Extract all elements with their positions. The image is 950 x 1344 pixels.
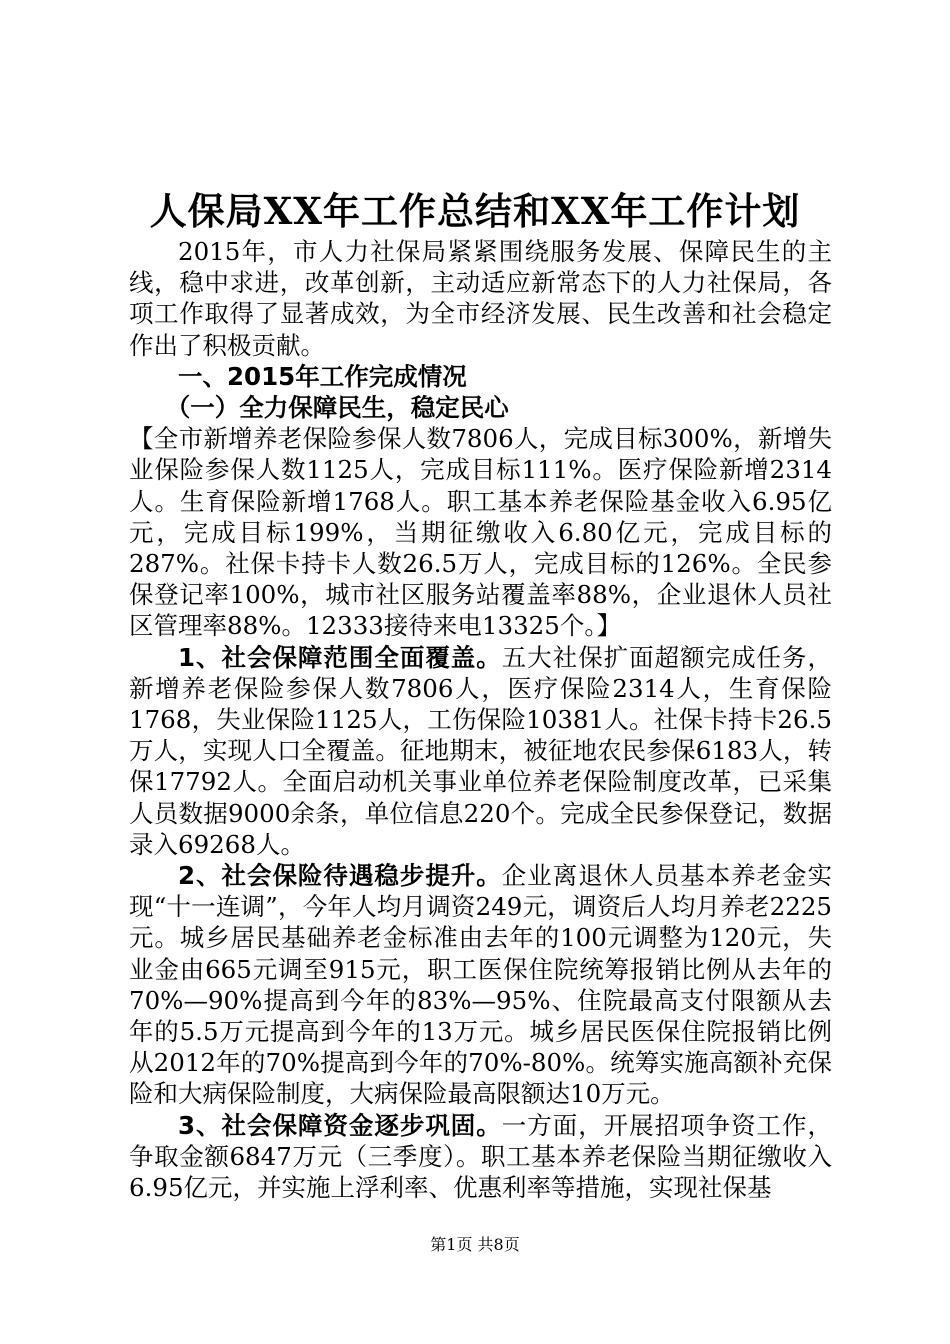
intro-paragraph: 2015年，市人力社保局紧紧围绕服务发展、保障民生的主线，稳中求进，改革创新，主动适应新常态下的人力社保局，各项工作取得了显著成效，为全市经济发展、民生改善和社会稳定作出了积极贡献。 [129,237,832,360]
summary-paragraph: 【全市新增养老保险参保人数7806人，完成目标300%，新增失业保险参保人数1125人，完成目标111%。医疗保险新增2314人。生育保险新增1768人。职工基本养老保险基金收入6.95亿元，完成目标199%，当期征缴收入6.80亿元，完成目标的287%。社保卡持卡人数26.5万人，完成目标的126%。全民参保登记率100%，城市社区服务站覆盖率88%，企业退休人员社区管理率88%。12333接待来电13325个。】 [129,424,832,641]
document-body [129,236,832,1203]
item-paragraph-2 [129,860,832,1110]
item-lead-1: 1、社会保障范围全面覆盖。 [178,642,502,672]
item-paragraph-1 [129,642,832,860]
section-heading: 一、2015年工作完成情况 [178,361,467,391]
item-text-1: 五大社保扩面超额完成任务，新增养老保险参保人数7806人，医疗保险2314人，生育保险1768，失业保险1125人，工伤保险10381人。社保卡持卡26.5万人，实现人口全覆盖。征地期末，被征地农民参保6183人，转保17792人。全面启动机关事业单位养老保险制度改革，已采集人员数据9000余条，单位信息220个。完成全民参保登记，数据录入69268人。 [129,642,833,859]
page-number-footer: 第1页 共8页 [430,1235,520,1254]
item-paragraph-3 [129,1110,832,1204]
item-lead-3: 3、社会保障资金逐步巩固。 [178,1110,502,1140]
item-text-2: 企业离退休人员基本养老金实现“十一连调”，今年人均月调资249元，调资后人均月养老2225元。城乡居民基础养老金标准由去年的100元调整为120元，失业金由665元调至915元，职工医保住院统筹报销比例从去年的70%—90%提高到今年的83%—95%、住院最高支付限额从去年的5.5万元提高到今年的13万元。城乡居民医保住院报销比例从2012年的70%提高到今年的70%-80%。统筹实施高额补充保险和大病保险制度，大病保险最高限额达10万元。 [129,861,833,1109]
item-text-3: 一方面，开展招项争资工作，争取金额6847万元（三季度）。职工基本养老保险当期征缴收入6.95亿元，并实施上浮利率、优惠利率等措施，实现社保基 [129,1110,833,1203]
item-lead-2: 2、社会保险待遇稳步提升。 [178,861,502,891]
subsection-heading: （一）全力保障民生，稳定民心 [165,393,509,423]
document-title: 人保局XX年工作总结和XX年工作计划 [149,189,801,233]
